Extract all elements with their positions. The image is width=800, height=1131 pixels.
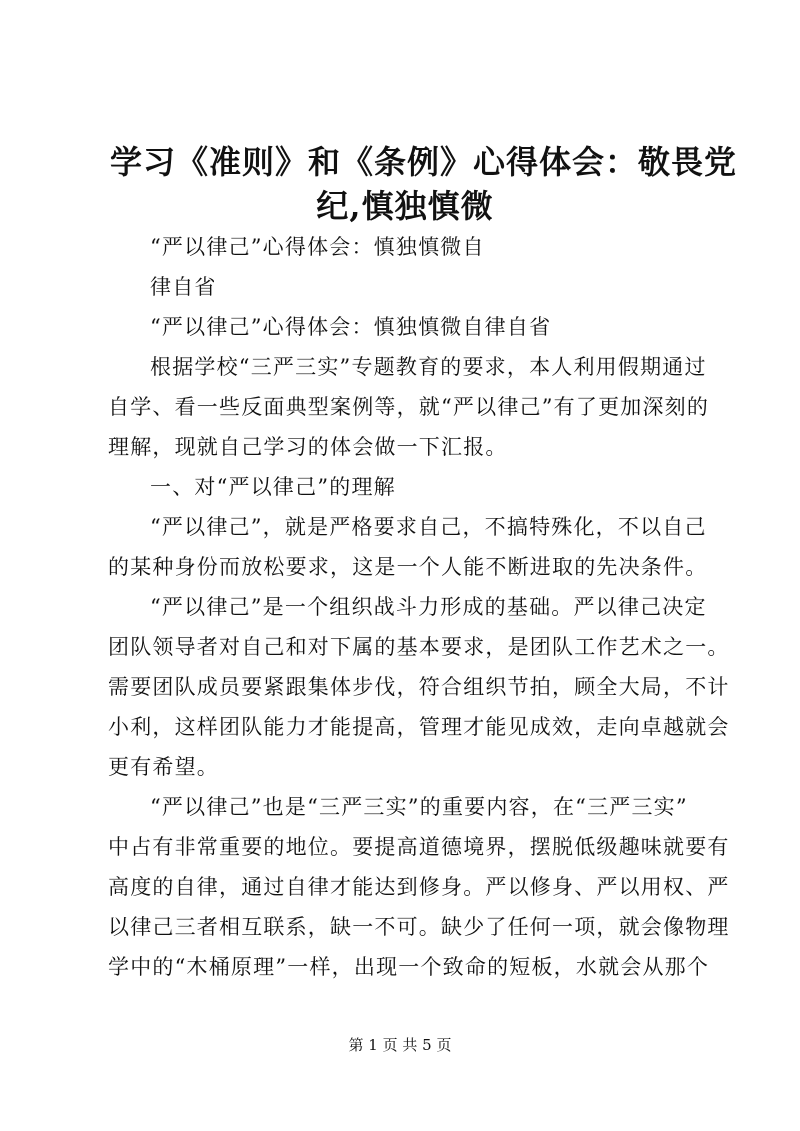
page-footer: 第 1 页 共 5 页 (348, 1036, 452, 1054)
paragraph-line: 自学、看一些反面典型案例等，就“严以律己”有了更加深刻的 (108, 395, 710, 419)
paragraph-line: “严以律己”是一个组织战斗力形成的基础。严以律己决定 (150, 595, 707, 619)
section-heading: 一、对“严以律己”的理解 (150, 475, 396, 499)
paragraph-line: 以律己三者相互联系，缺一不可。缺少了任何一项，就会像物理 (108, 915, 730, 939)
paragraph-line: “严以律己”，就是严格要求自己，不搞特殊化，不以自己 (150, 515, 707, 539)
paragraph-line: 团队领导者对自己和对下属的基本要求，是团队工作艺术之一。 (108, 635, 730, 659)
paragraph-line: 的某种身份而放松要求，这是一个人能不断进取的先决条件。 (108, 555, 708, 579)
paragraph-line: 学中的“木桶原理”一样，出现一个致命的短板，水就会从那个 (108, 955, 710, 979)
document-title-line-1: 学习《准则》和《条例》心得体会：敬畏党 (110, 143, 738, 181)
paragraph-line: 中占有非常重要的地位。要提高道德境界，摆脱低级趣味就要有 (108, 835, 730, 859)
paragraph-line: 根据学校“三严三实”专题教育的要求，本人利用假期通过 (150, 355, 707, 379)
document-title-line-2: 纪,慎独慎微 (316, 187, 494, 225)
paragraph-line: 高度的自律，通过自律才能达到修身。严以修身、严以用权、严 (108, 875, 730, 899)
heading-line: “严以律己”心得体会：慎独慎微自律自省 (150, 315, 552, 339)
paragraph-line: 更有希望。 (108, 755, 219, 779)
subtitle-line-1: “严以律己”心得体会：慎独慎微自 (150, 235, 485, 259)
paragraph-line: 小利，这样团队能力才能提高，管理才能见成效，走向卓越就会 (108, 715, 730, 739)
paragraph-line: “严以律己”也是“三严三实”的重要内容，在“三严三实” (150, 795, 688, 819)
paragraph-line: 理解，现就自己学习的体会做一下汇报。 (108, 435, 508, 459)
subtitle-line-2: 律自省 (150, 275, 217, 299)
paragraph-line: 需要团队成员要紧跟集体步伐，符合组织节拍，顾全大局，不计 (108, 675, 730, 699)
